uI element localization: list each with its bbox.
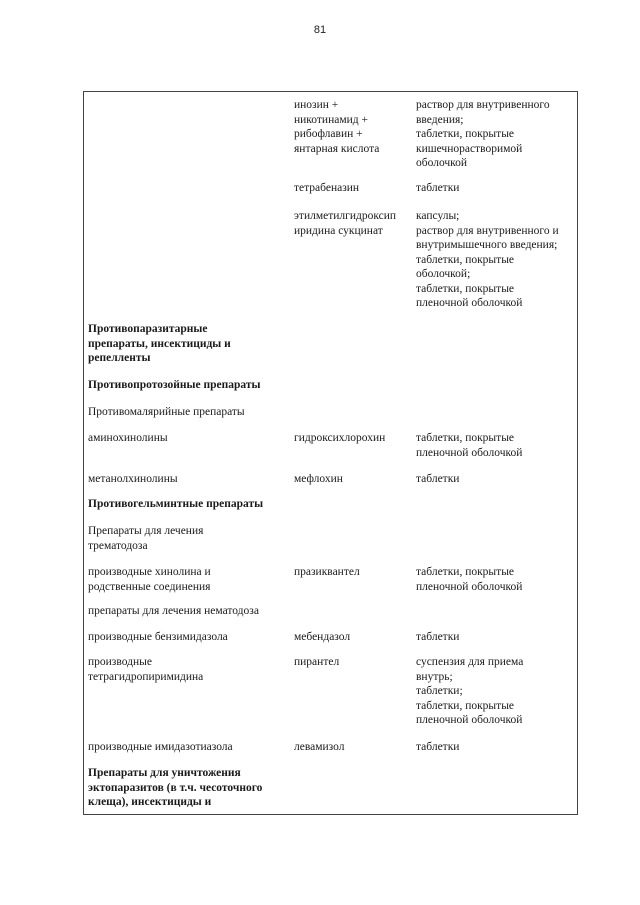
group-cell: производные бензимидазола (88, 631, 228, 643)
group-cell: Противомалярийные препараты (88, 406, 245, 418)
dosage-form-cell: суспензия для приема внутрь; таблетки; таблетки, покрытые пленочной оболочкой (416, 656, 524, 726)
drug-name-cell: мефлохин (294, 473, 343, 485)
group-heading: Противогельминтные препараты (88, 498, 264, 510)
group-cell: производные тетрагидропиримидина (88, 656, 204, 683)
group-cell: Препараты для лечения трематодоза (88, 525, 204, 552)
dosage-form-cell: капсулы; раствор для внутривенного и внутримышечного введения; таблетки, покрытые оболочкой; таблетки, покрытые пленочной оболочкой (416, 210, 559, 309)
drug-name-cell: этилметилгидроксип иридина сукцинат (294, 210, 397, 237)
dosage-form-cell: таблетки (416, 182, 460, 194)
drug-name-cell: левамизол (294, 741, 345, 753)
page-number: 81 (313, 24, 327, 36)
group-cell: препараты для лечения нематодоза (88, 605, 259, 617)
dosage-form-cell: таблетки (416, 631, 460, 643)
drug-name-cell: пирантел (294, 656, 340, 668)
dosage-form-cell: таблетки, покрытые пленочной оболочкой (416, 566, 523, 593)
dosage-form-cell: таблетки (416, 741, 460, 753)
group-cell: производные хинолина и родственные соединения (88, 566, 211, 593)
group-heading: Препараты для уничтожения эктопаразитов (в т.ч. чесоточного клеща), инсектициды и (88, 767, 263, 808)
drug-name-cell: инозин + никотинамид + рибофлавин + янтарная кислота (294, 99, 380, 155)
drug-name-cell: гидроксихлорохин (294, 432, 386, 444)
group-cell: производные имидазотиазола (88, 741, 233, 753)
group-cell: метанолхинолины (88, 473, 178, 485)
drug-name-cell: празиквантел (294, 566, 360, 578)
group-cell: аминохинолины (88, 432, 168, 444)
dosage-form-cell: раствор для внутривенного введения; таблетки, покрытые кишечнорастворимой оболочкой (416, 99, 550, 169)
drug-table (83, 91, 578, 815)
group-heading: Противопротозойные препараты (88, 379, 261, 391)
dosage-form-cell: таблетки (416, 473, 460, 485)
group-heading: Противопаразитарные препараты, инсектициды и репелленты (88, 323, 231, 364)
drug-name-cell: мебендазол (294, 631, 351, 643)
dosage-form-cell: таблетки, покрытые пленочной оболочкой (416, 432, 523, 459)
drug-name-cell: тетрабеназин (294, 182, 360, 194)
